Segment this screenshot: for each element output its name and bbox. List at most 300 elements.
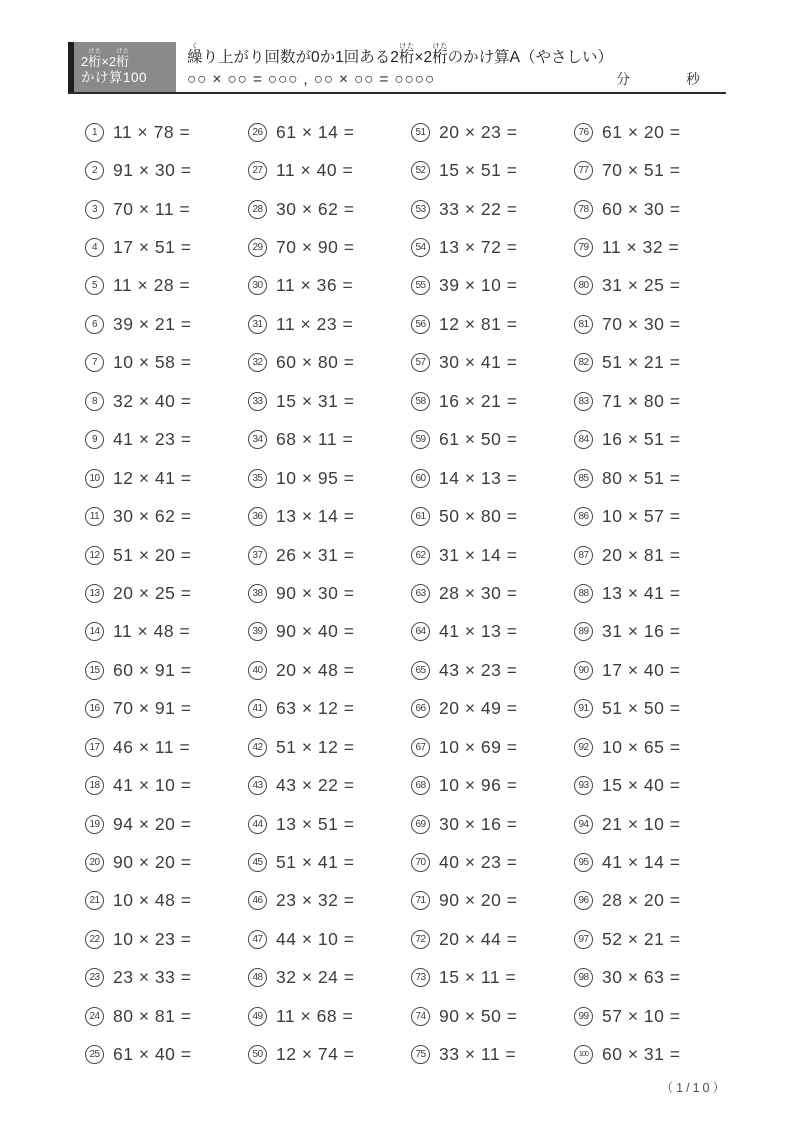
problem-row — [574, 151, 737, 189]
problem-number: 44 — [248, 815, 267, 834]
problem-expression: 51 × 50 = — [602, 698, 681, 719]
problem-row — [248, 459, 411, 497]
problem-row — [574, 959, 737, 997]
problem-row — [411, 843, 574, 881]
problem-row — [411, 421, 574, 459]
title-area — [176, 42, 726, 92]
problem-number: 74 — [411, 1007, 430, 1026]
problem-expression: 15 × 31 = — [276, 390, 355, 411]
problem-row — [248, 497, 411, 535]
problem-number: 53 — [411, 200, 430, 219]
problem-number: 25 — [85, 1045, 104, 1064]
problem-number: 91 — [574, 699, 593, 718]
problem-number: 85 — [574, 469, 593, 488]
problem-number: 86 — [574, 507, 593, 526]
problem-row — [574, 344, 737, 382]
problem-row — [574, 920, 737, 958]
problem-expression: 20 × 23 = — [439, 121, 518, 142]
problem-row — [248, 113, 411, 151]
problem-expression: 11 × 40 = — [276, 160, 354, 181]
problem-expression: 94 × 20 = — [113, 813, 192, 834]
problem-number: 1 — [85, 123, 104, 142]
problem-expression: 11 × 32 = — [602, 237, 680, 258]
problem-number: 31 — [248, 315, 267, 334]
problem-expression: 70 × 91 = — [113, 698, 192, 719]
problem-column — [411, 113, 574, 1074]
problem-row — [85, 805, 248, 843]
problem-row — [248, 536, 411, 574]
problem-number: 27 — [248, 161, 267, 180]
problem-number: 79 — [574, 238, 593, 257]
problem-number: 62 — [411, 546, 430, 565]
problem-number: 88 — [574, 584, 593, 603]
problem-row — [411, 459, 574, 497]
problem-expression: 41 × 23 = — [113, 429, 192, 450]
problem-row — [574, 766, 737, 804]
problem-row — [248, 574, 411, 612]
problem-number: 9 — [85, 430, 104, 449]
problem-expression: 41 × 10 = — [113, 775, 192, 796]
problem-expression: 16 × 51 = — [602, 429, 681, 450]
problem-expression: 11 × 78 = — [113, 121, 191, 142]
problem-number: 69 — [411, 815, 430, 834]
problem-row — [411, 536, 574, 574]
problem-row — [574, 536, 737, 574]
problem-row — [85, 344, 248, 382]
problem-expression: 91 × 30 = — [113, 160, 192, 181]
problem-expression: 13 × 72 = — [439, 237, 518, 258]
problem-expression: 10 × 23 = — [113, 928, 192, 949]
problem-expression: 31 × 25 = — [602, 275, 681, 296]
problem-row — [248, 959, 411, 997]
problem-expression: 20 × 25 = — [113, 582, 192, 603]
problem-row — [574, 728, 737, 766]
problem-expression: 23 × 33 = — [113, 967, 192, 988]
problem-expression: 63 × 12 = — [276, 698, 355, 719]
problem-row — [248, 305, 411, 343]
problem-expression: 51 × 20 = — [113, 544, 192, 565]
problem-row — [248, 805, 411, 843]
problem-row — [248, 882, 411, 920]
problem-expression: 61 × 14 = — [276, 121, 355, 142]
time-units — [616, 69, 726, 89]
problem-number: 43 — [248, 776, 267, 795]
problem-row — [85, 997, 248, 1035]
problem-expression: 13 × 14 = — [276, 506, 355, 527]
problem-row — [85, 843, 248, 881]
problem-expression: 32 × 40 = — [113, 390, 192, 411]
problem-expression: 10 × 96 = — [439, 775, 518, 796]
problem-row — [248, 997, 411, 1035]
problem-expression: 20 × 48 = — [276, 659, 355, 680]
problem-number: 57 — [411, 353, 430, 372]
problem-number: 99 — [574, 1007, 593, 1026]
answer-pattern: ○○ × ○○ = ○○○ , ○○ × ○○ = ○○○○ — [187, 71, 436, 89]
problem-row — [85, 228, 248, 266]
problem-row — [574, 190, 737, 228]
problem-expression: 10 × 48 = — [113, 890, 192, 911]
problem-expression: 68 × 11 = — [276, 429, 354, 450]
problem-row — [411, 228, 574, 266]
problem-number: 18 — [85, 776, 104, 795]
problem-number: 75 — [411, 1045, 430, 1064]
problem-number: 20 — [85, 853, 104, 872]
problem-expression: 60 × 30 = — [602, 198, 681, 219]
problem-number: 66 — [411, 699, 430, 718]
problem-number: 58 — [411, 392, 430, 411]
problem-number: 83 — [574, 392, 593, 411]
problem-number: 65 — [411, 661, 430, 680]
problem-row — [248, 613, 411, 651]
problem-expression: 70 × 30 = — [602, 313, 681, 334]
problem-expression: 43 × 23 = — [439, 659, 518, 680]
problem-row — [85, 574, 248, 612]
page-indicator: （1/10） — [660, 1081, 728, 1095]
problem-number: 33 — [248, 392, 267, 411]
problem-expression: 30 × 16 = — [439, 813, 518, 834]
problem-number: 71 — [411, 891, 430, 910]
problem-expression: 43 × 22 = — [276, 775, 355, 796]
problem-row — [411, 690, 574, 728]
problem-expression: 11 × 48 = — [113, 621, 191, 642]
problem-row — [574, 228, 737, 266]
problem-row — [574, 690, 737, 728]
problem-expression: 30 × 62 = — [113, 506, 192, 527]
problem-row — [248, 766, 411, 804]
problem-number: 46 — [248, 891, 267, 910]
problem-number: 100 — [574, 1045, 593, 1064]
problem-expression: 15 × 51 = — [439, 160, 518, 181]
problem-row — [248, 382, 411, 420]
problem-expression: 70 × 90 = — [276, 237, 355, 258]
problem-row — [411, 113, 574, 151]
problem-expression: 80 × 81 = — [113, 1005, 192, 1026]
problem-number: 60 — [411, 469, 430, 488]
problem-number: 80 — [574, 276, 593, 295]
problem-number: 14 — [85, 622, 104, 641]
problem-row — [574, 459, 737, 497]
problem-expression: 52 × 21 = — [602, 928, 681, 949]
problem-row — [248, 228, 411, 266]
problem-number: 36 — [248, 507, 267, 526]
problem-number: 6 — [85, 315, 104, 334]
problem-row — [85, 497, 248, 535]
problem-expression: 80 × 51 = — [602, 467, 681, 488]
problem-expression: 28 × 20 = — [602, 890, 681, 911]
problem-number: 84 — [574, 430, 593, 449]
problem-expression: 11 × 28 = — [113, 275, 191, 296]
seconds-label: 秒 — [686, 71, 700, 88]
problem-expression: 60 × 31 = — [602, 1044, 681, 1065]
problem-number: 97 — [574, 930, 593, 949]
problem-number: 98 — [574, 968, 593, 987]
problem-expression: 90 × 20 = — [439, 890, 518, 911]
problem-expression: 13 × 51 = — [276, 813, 355, 834]
problem-expression: 32 × 24 = — [276, 967, 355, 988]
problem-expression: 10 × 58 = — [113, 352, 192, 373]
problem-row — [574, 651, 737, 689]
problem-number: 7 — [85, 353, 104, 372]
label-box-type: 2桁けた×2桁けた — [81, 49, 130, 70]
problem-row — [574, 997, 737, 1035]
problem-number: 67 — [411, 738, 430, 757]
problem-row — [411, 728, 574, 766]
problem-number: 51 — [411, 123, 430, 142]
problem-row — [85, 305, 248, 343]
pattern-row — [187, 69, 726, 89]
problem-row — [248, 190, 411, 228]
problem-number: 26 — [248, 123, 267, 142]
problem-row — [574, 305, 737, 343]
problem-number: 19 — [85, 815, 104, 834]
problem-number: 16 — [85, 699, 104, 718]
problem-number: 94 — [574, 815, 593, 834]
problem-row — [85, 651, 248, 689]
problem-number: 87 — [574, 546, 593, 565]
problem-column — [85, 113, 248, 1074]
problem-row — [411, 613, 574, 651]
problem-row — [248, 151, 411, 189]
worksheet-label-box — [68, 42, 176, 92]
problem-row — [85, 113, 248, 151]
label-box-series: かけ算100 — [81, 70, 148, 86]
problem-expression: 14 × 13 = — [439, 467, 518, 488]
problem-row — [248, 421, 411, 459]
problem-expression: 23 × 32 = — [276, 890, 355, 911]
problem-row — [411, 151, 574, 189]
problem-row — [411, 920, 574, 958]
problem-number: 21 — [85, 891, 104, 910]
problem-expression: 16 × 21 = — [439, 390, 518, 411]
problem-row — [411, 305, 574, 343]
problem-expression: 44 × 10 = — [276, 928, 355, 949]
problem-row — [411, 574, 574, 612]
problem-expression: 46 × 11 = — [113, 736, 191, 757]
problem-row — [248, 728, 411, 766]
problem-expression: 39 × 10 = — [439, 275, 518, 296]
problem-row — [411, 497, 574, 535]
problem-expression: 13 × 41 = — [602, 582, 681, 603]
problem-row — [248, 344, 411, 382]
problem-expression: 71 × 80 = — [602, 390, 681, 411]
problem-expression: 61 × 20 = — [602, 121, 681, 142]
problems-grid — [85, 113, 775, 1074]
problem-row — [85, 382, 248, 420]
problem-row — [248, 843, 411, 881]
problem-row — [411, 959, 574, 997]
problem-column — [574, 113, 737, 1074]
problem-number: 77 — [574, 161, 593, 180]
problem-row — [411, 190, 574, 228]
problem-row — [574, 843, 737, 881]
problem-number: 35 — [248, 469, 267, 488]
problem-row — [574, 113, 737, 151]
problem-number: 3 — [85, 200, 104, 219]
problem-number: 5 — [85, 276, 104, 295]
problem-row — [85, 882, 248, 920]
problem-number: 22 — [85, 930, 104, 949]
problem-number: 40 — [248, 661, 267, 680]
problem-expression: 10 × 69 = — [439, 736, 518, 757]
problem-number: 13 — [85, 584, 104, 603]
problem-row — [574, 421, 737, 459]
problem-number: 95 — [574, 853, 593, 872]
problem-expression: 33 × 11 = — [439, 1044, 517, 1065]
problem-number: 47 — [248, 930, 267, 949]
problem-expression: 12 × 74 = — [276, 1044, 355, 1065]
problem-expression: 60 × 91 = — [113, 659, 192, 680]
problem-number: 52 — [411, 161, 430, 180]
problem-expression: 51 × 12 = — [276, 736, 355, 757]
problem-row — [574, 574, 737, 612]
problem-expression: 10 × 57 = — [602, 506, 681, 527]
problem-expression: 31 × 16 = — [602, 621, 681, 642]
problem-expression: 61 × 50 = — [439, 429, 518, 450]
problem-expression: 70 × 11 = — [113, 198, 191, 219]
problem-number: 42 — [248, 738, 267, 757]
problem-expression: 90 × 40 = — [276, 621, 355, 642]
problem-expression: 11 × 68 = — [276, 1005, 354, 1026]
problem-row — [85, 459, 248, 497]
problem-row — [574, 497, 737, 535]
problem-row — [85, 959, 248, 997]
problem-number: 96 — [574, 891, 593, 910]
problem-expression: 26 × 31 = — [276, 544, 355, 565]
problem-column — [248, 113, 411, 1074]
problem-expression: 15 × 11 = — [439, 967, 517, 988]
problem-number: 76 — [574, 123, 593, 142]
problem-number: 61 — [411, 507, 430, 526]
problem-row — [411, 1036, 574, 1074]
problem-number: 45 — [248, 853, 267, 872]
problem-number: 11 — [85, 507, 104, 526]
problem-number: 92 — [574, 738, 593, 757]
problem-number: 63 — [411, 584, 430, 603]
problem-number: 90 — [574, 661, 593, 680]
problem-row — [85, 690, 248, 728]
problem-row — [248, 267, 411, 305]
problem-expression: 51 × 41 = — [276, 852, 355, 873]
problem-number: 32 — [248, 353, 267, 372]
problem-row — [574, 882, 737, 920]
problem-number: 72 — [411, 930, 430, 949]
problem-row — [248, 690, 411, 728]
problem-row — [85, 267, 248, 305]
problem-row — [411, 344, 574, 382]
problem-expression: 20 × 49 = — [439, 698, 518, 719]
problem-row — [411, 805, 574, 843]
problem-expression: 70 × 51 = — [602, 160, 681, 181]
problem-row — [411, 267, 574, 305]
problem-expression: 11 × 23 = — [276, 313, 354, 334]
problem-expression: 90 × 20 = — [113, 852, 192, 873]
problem-row — [411, 651, 574, 689]
problem-expression: 15 × 40 = — [602, 775, 681, 796]
problem-row — [248, 1036, 411, 1074]
problem-row — [85, 190, 248, 228]
problem-number: 10 — [85, 469, 104, 488]
problem-expression: 50 × 80 = — [439, 506, 518, 527]
problem-number: 73 — [411, 968, 430, 987]
problem-row — [85, 536, 248, 574]
problem-expression: 12 × 81 = — [439, 313, 518, 334]
problem-number: 12 — [85, 546, 104, 565]
problem-expression: 30 × 62 = — [276, 198, 355, 219]
problem-row — [85, 920, 248, 958]
problem-expression: 90 × 50 = — [439, 1005, 518, 1026]
problem-expression: 10 × 65 = — [602, 736, 681, 757]
problem-number: 23 — [85, 968, 104, 987]
problem-expression: 33 × 22 = — [439, 198, 518, 219]
problem-number: 41 — [248, 699, 267, 718]
problem-number: 4 — [85, 238, 104, 257]
problem-expression: 20 × 44 = — [439, 928, 518, 949]
worksheet-title: 繰くり上がり回数が0か1回ある2桁けた×2桁けたのかけ算A（やさしい） — [187, 43, 613, 66]
problem-number: 55 — [411, 276, 430, 295]
problem-row — [574, 805, 737, 843]
problem-expression: 90 × 30 = — [276, 582, 355, 603]
problem-row — [248, 920, 411, 958]
worksheet-header — [68, 42, 726, 94]
problem-number: 39 — [248, 622, 267, 641]
problem-row — [85, 728, 248, 766]
problem-number: 59 — [411, 430, 430, 449]
problem-number: 50 — [248, 1045, 267, 1064]
problem-row — [411, 997, 574, 1035]
problem-number: 78 — [574, 200, 593, 219]
problem-row — [85, 613, 248, 651]
problem-expression: 40 × 23 = — [439, 852, 518, 873]
problem-row — [574, 613, 737, 651]
problem-number: 17 — [85, 738, 104, 757]
problem-number: 64 — [411, 622, 430, 641]
problem-expression: 20 × 81 = — [602, 544, 681, 565]
problem-expression: 12 × 41 = — [113, 467, 192, 488]
problem-number: 15 — [85, 661, 104, 680]
problem-row — [574, 382, 737, 420]
problem-number: 37 — [248, 546, 267, 565]
minutes-label: 分 — [616, 71, 630, 88]
problem-number: 68 — [411, 776, 430, 795]
problem-expression: 57 × 10 = — [602, 1005, 681, 1026]
problem-expression: 41 × 14 = — [602, 852, 681, 873]
problem-expression: 51 × 21 = — [602, 352, 681, 373]
problem-number: 89 — [574, 622, 593, 641]
problem-row — [85, 766, 248, 804]
problem-number: 93 — [574, 776, 593, 795]
problem-expression: 17 × 51 = — [113, 237, 192, 258]
problem-row — [248, 651, 411, 689]
problem-expression: 28 × 30 = — [439, 582, 518, 603]
problem-row — [85, 151, 248, 189]
problem-expression: 60 × 80 = — [276, 352, 355, 373]
problem-expression: 30 × 41 = — [439, 352, 518, 373]
problem-expression: 17 × 40 = — [602, 659, 681, 680]
problem-expression: 61 × 40 = — [113, 1044, 192, 1065]
problem-row — [411, 382, 574, 420]
problem-row — [574, 267, 737, 305]
problem-number: 8 — [85, 392, 104, 411]
problem-number: 82 — [574, 353, 593, 372]
problem-number: 54 — [411, 238, 430, 257]
problem-expression: 21 × 10 = — [602, 813, 681, 834]
problem-number: 34 — [248, 430, 267, 449]
problem-number: 28 — [248, 200, 267, 219]
problem-expression: 39 × 21 = — [113, 313, 192, 334]
problem-expression: 30 × 63 = — [602, 967, 681, 988]
problem-row — [411, 882, 574, 920]
problem-number: 48 — [248, 968, 267, 987]
